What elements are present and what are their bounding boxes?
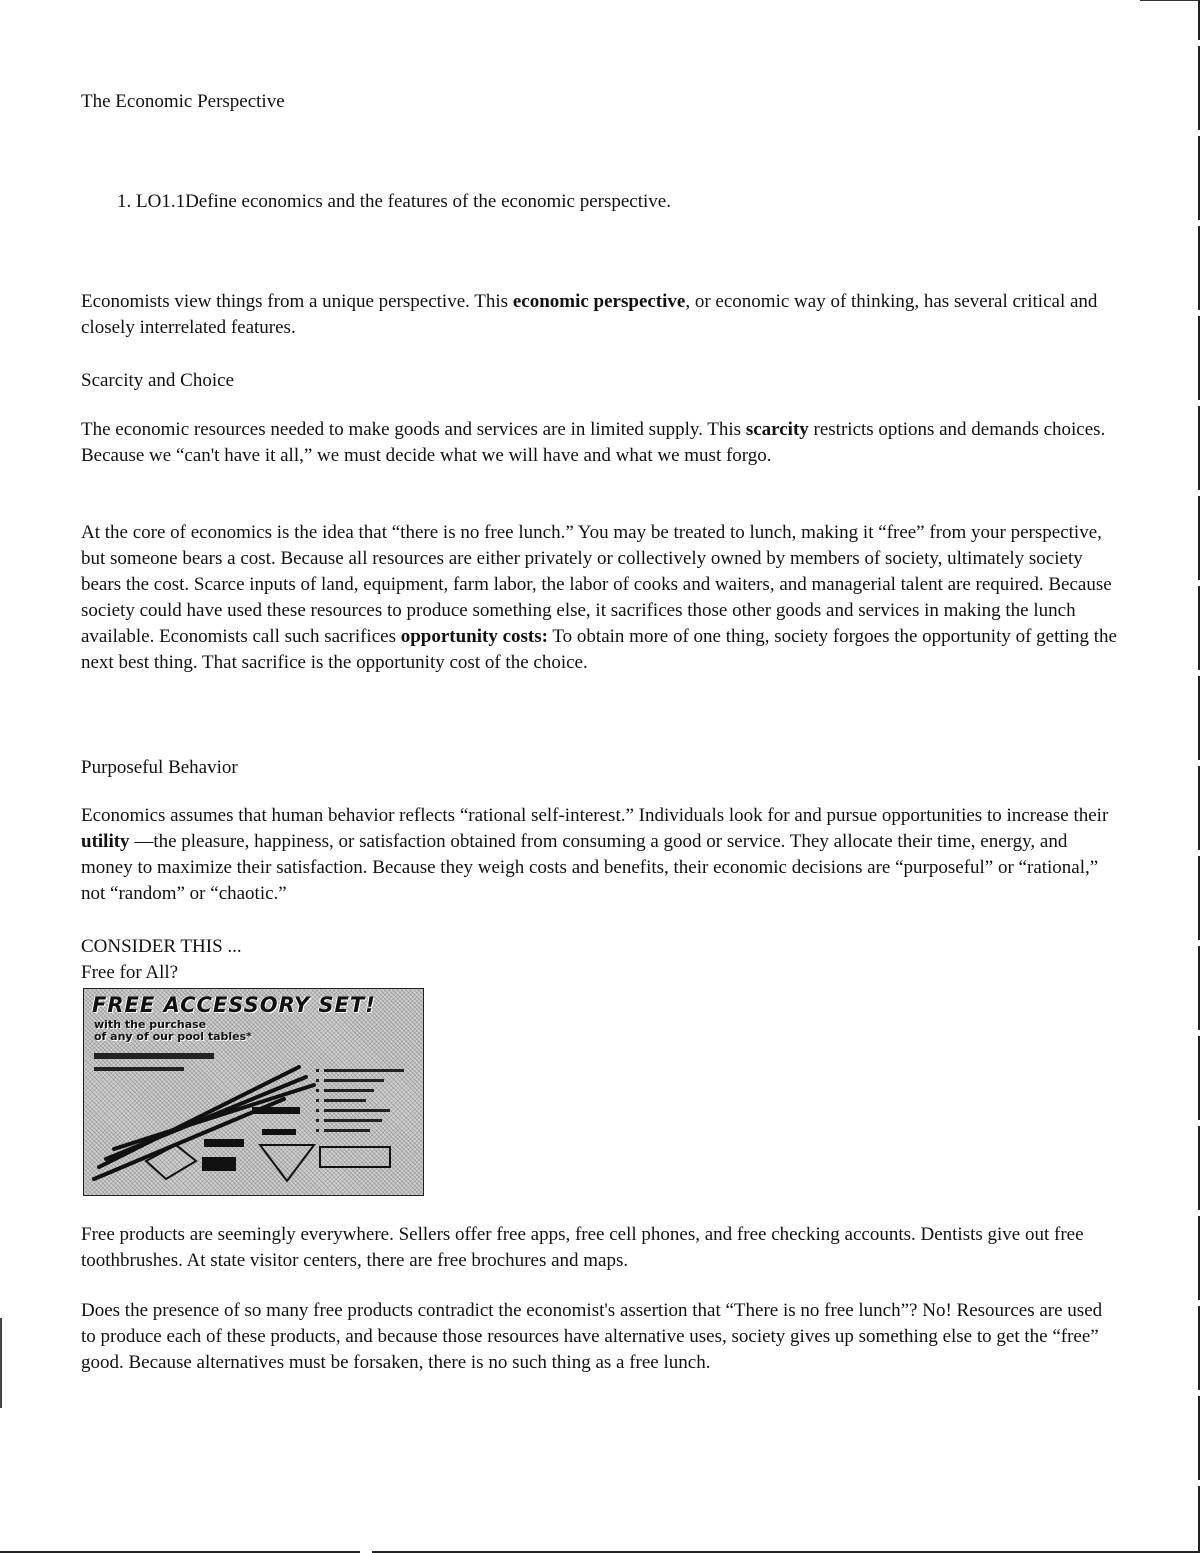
term-scarcity: scarcity [745,419,809,440]
scan-edge-top [1140,0,1200,1]
free-products-paragraph: Free products are seemingly everywhere. Sellers offer free apps, free cell phones, and free checking accounts. Dentists give out free toothbrushes. At state visitor centers, there are free brochures and maps. [81,1224,1084,1271]
scarcity-paragraph: The economic resources needed to make goods and services are in limited supply. This scarcity restricts options and demands choices. Because we “can't have it all,” we must decide what we will have and what we must forgo. [81,419,1106,466]
consider-this-box-header [81,934,242,986]
heading-purposeful-behavior: Purposeful Behavior [81,757,238,778]
intro-paragraph: Economists view things from a unique perspective. This economic perspective, or economic way of thinking, has several critical and closely interrelated features. [81,291,1098,338]
purposeful-behavior-paragraph: Economics assumes that human behavior reflects “rational self-interest.” Individuals look for and pursue opportunities to increase their utility —the pleasure, happiness, or satisfaction obtained from consuming a good or service. They allocate their time, energy, and money to maximize their satisfaction. Because they weigh costs and benefits, their economic decisions are “purposeful” or “rational,” not “random” or “chaotic.” [81,805,1109,904]
term-utility: utility [81,831,130,852]
scan-edge-left [0,1318,2,1408]
ad-headline: FREE ACCESSORY SET! [92,993,376,1017]
section-title: The Economic Perspective [81,91,285,112]
free-lunch-paragraph: At the core of economics is the idea that “there is no free lunch.” You may be treated to lunch, making it “free” from your perspective, but someone bears a cost. Because all resources are either privately or collectively owned by members of society, ultimately society bears the cost. Scarce inputs of land, equipment, farm labor, the labor of cooks and waiters, and managerial talent are required. Because society could have used these resources to produce something else, it sacrifices those other goods and services in making the lunch available. Economists call such sacrifices opportunity costs: To obtain more of one thing, society forgoes the opportunity of getting the next best thing. That sacrifice is the opportunity cost of the choice. [81,522,1117,673]
contradiction-paragraph: Does the presence of so many free products contradict the economist's assertion that “There is no free lunch”? No! Resources are used to produce each of these products, and because those resources have alternative uses, society gives up something else to get the “free” good. Because alternatives must be forsaken, there is no such thing as a free lunch. [81,1300,1103,1373]
consider-this-title: Free for All? [81,962,179,983]
learning-objective: 1. LO1.1Define economics and the features of the economic perspective. [117,191,671,212]
consider-this-label: CONSIDER THIS ... [81,936,242,957]
ad-subtext: with the purchase of any of our pool tables* [94,1018,252,1043]
term-economic-perspective: economic perspective [512,291,686,312]
term-opportunity-costs: opportunity costs: [400,626,548,647]
pool-table-ad-image [83,988,424,1196]
heading-scarcity-and-choice: Scarcity and Choice [81,370,235,391]
